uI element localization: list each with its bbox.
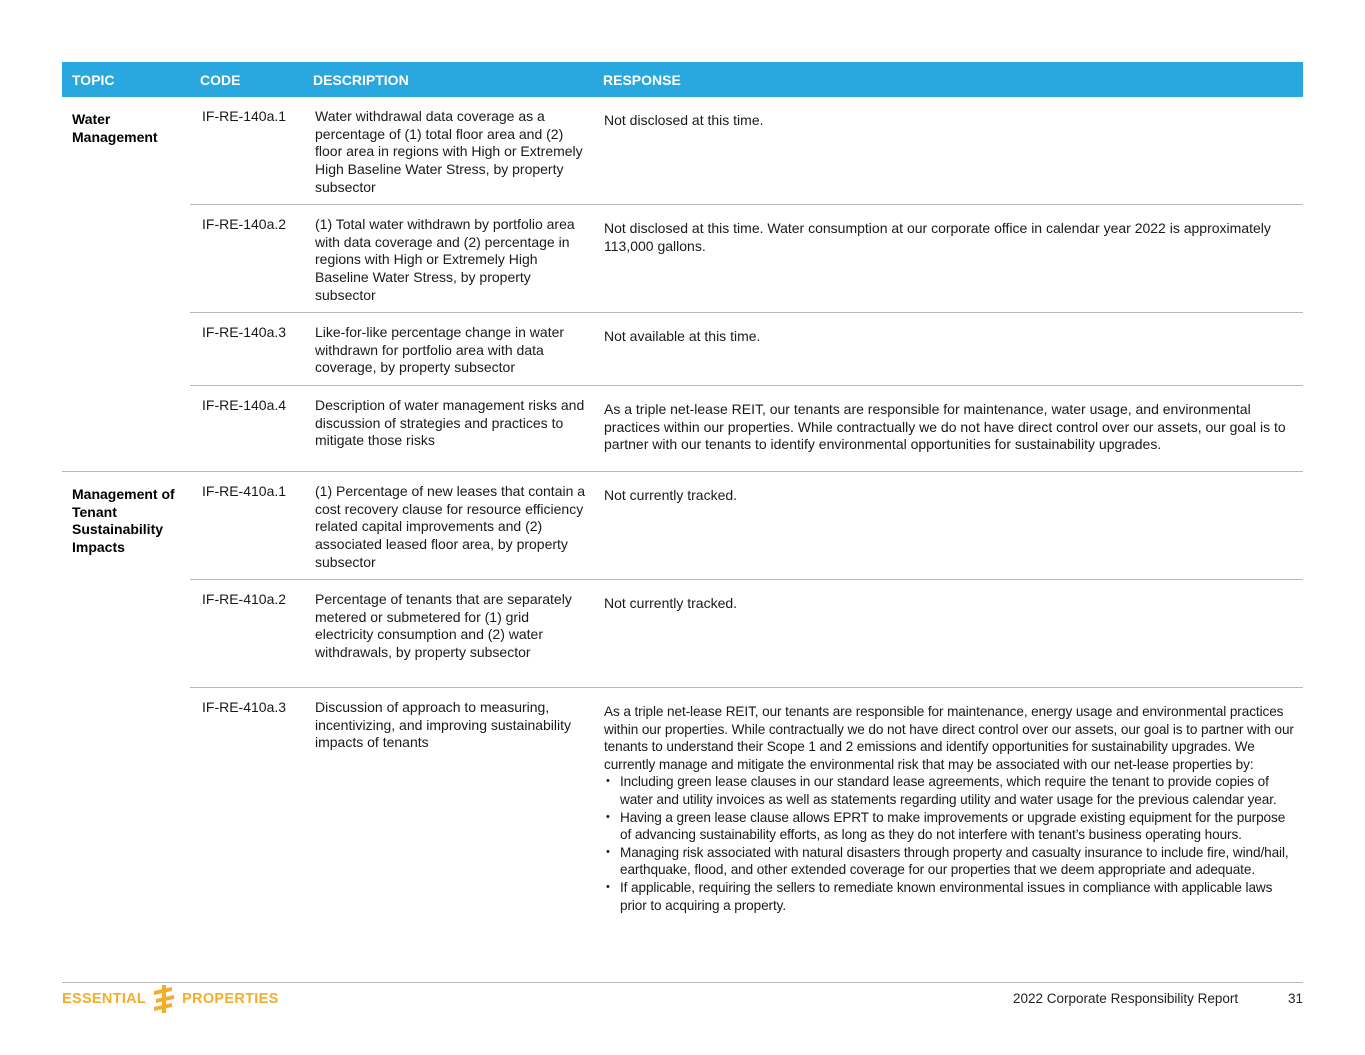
response-intro: As a triple net-lease REIT, our tenants are responsible for maintenance, energy usage and environmental practices within our properties. While contractually we do not have direct control over our assets, our goal is to partner with our tenants to understand their Scope 1 and 2 emissions and identify opportunities for sustainability upgrades. We currently manage and mitigate the environmental risk that may be associated with our net-lease properties by: <box>604 704 1294 772</box>
header-topic: TOPIC <box>72 71 115 88</box>
table-row <box>190 579 1303 687</box>
metric-response: Not disclosed at this time. Water consumption at our corporate office in calendar year 2022 is approximately 113,000 gallons. <box>604 220 1271 254</box>
metric-response: Not currently tracked. <box>604 487 738 503</box>
page-number: 31 <box>1288 991 1304 1006</box>
header-response: RESPONSE <box>603 71 681 88</box>
metric-description: Description of water management risks and discussion of strategies and practices to mitigate those risks <box>315 397 585 449</box>
topic-group-water-management <box>62 97 1303 471</box>
metric-code: IF-RE-410a.3 <box>202 699 287 715</box>
table-row <box>190 312 1303 385</box>
header-description: DESCRIPTION <box>313 71 409 88</box>
bullet-item: • If applicable, requiring the sellers to remediate known environmental issues in compliance with applicable laws prior to acquiring a property. <box>604 879 1299 914</box>
metric-description: Water withdrawal data coverage as a percentage of (1) total floor area and (2) floor area in regions with High or Extremely High Baseline Water Stress, by property subsector <box>315 108 583 195</box>
header-code: CODE <box>200 71 241 88</box>
metric-code: IF-RE-410a.1 <box>202 483 287 499</box>
essential-properties-logo <box>62 984 279 1014</box>
topic-label: Management of Tenant Sustainability Impacts <box>72 486 175 556</box>
table-row <box>190 385 1303 471</box>
table-row <box>190 204 1303 312</box>
metric-description: (1) Total water withdrawn by portfolio area with data coverage and (2) percentage in regions with High or Extremely High Baseline Water Stress, by property subsector <box>315 216 575 303</box>
logo-word-right: PROPERTIES <box>182 991 279 1007</box>
metric-response: Not currently tracked. <box>604 595 738 611</box>
metric-response: Not available at this time. <box>604 328 761 344</box>
logo-mark-icon <box>152 984 176 1014</box>
logo-word-left: ESSENTIAL <box>62 991 147 1007</box>
metric-code: IF-RE-140a.3 <box>202 324 287 340</box>
response-bullet-list <box>604 773 1299 914</box>
metric-description: Like-for-like percentage change in water withdrawn for portfolio area with data coverage, by property subsector <box>315 324 565 376</box>
metric-code: IF-RE-140a.4 <box>202 397 287 413</box>
sasb-disclosure-table <box>62 62 1303 987</box>
metric-description: Discussion of approach to measuring, incentivizing, and improving sustainability impacts of tenants <box>315 699 572 751</box>
bullet-item: • Managing risk associated with natural disasters through property and casualty insurance to include fire, wind/hail, earthquake, flood, and other extended coverage for our properties that we deem appropriate and adequate. <box>604 844 1299 879</box>
metric-response: As a triple net-lease REIT, our tenants are responsible for maintenance, water usage, and environmental practices within our properties. While contractually we do not have direct control over our assets, our goal is to partner with our tenants to identify environmental opportunities for sustainability upgrades. <box>604 401 1286 453</box>
table-row <box>190 472 1303 579</box>
footer-divider <box>62 982 1303 983</box>
metric-response-detailed <box>593 699 1303 979</box>
table-row <box>190 687 1303 987</box>
metric-code: IF-RE-410a.2 <box>202 591 287 607</box>
table-header <box>62 62 1303 97</box>
bullet-item: • Including green lease clauses in our standard lease agreements, which require the tenant to provide copies of water and utility invoices as well as statements regarding utility and water usage for the previous calendar year. <box>604 773 1299 808</box>
metric-response: Not disclosed at this time. <box>604 112 764 128</box>
report-title: 2022 Corporate Responsibility Report <box>1013 991 1239 1006</box>
topic-group-tenant-sustainability <box>62 471 1303 987</box>
metric-description: Percentage of tenants that are separately metered or submetered for (1) grid electricity consumption and (2) water withdrawals, by property subsector <box>315 591 572 661</box>
table-row <box>190 97 1303 204</box>
topic-label: Water Management <box>72 111 158 145</box>
metric-description: (1) Percentage of new leases that contain a cost recovery clause for resource efficiency related capital improvements and (2) associated leased floor area, by property subsector <box>315 483 586 570</box>
metric-code: IF-RE-140a.2 <box>202 216 287 232</box>
bullet-item: • Having a green lease clause allows EPRT to make improvements or upgrade existing equipment for the purpose of advancing sustainability efforts, as long as they do not interfere with tenant’s business operating hours. <box>604 809 1299 844</box>
metric-code: IF-RE-140a.1 <box>202 108 287 124</box>
